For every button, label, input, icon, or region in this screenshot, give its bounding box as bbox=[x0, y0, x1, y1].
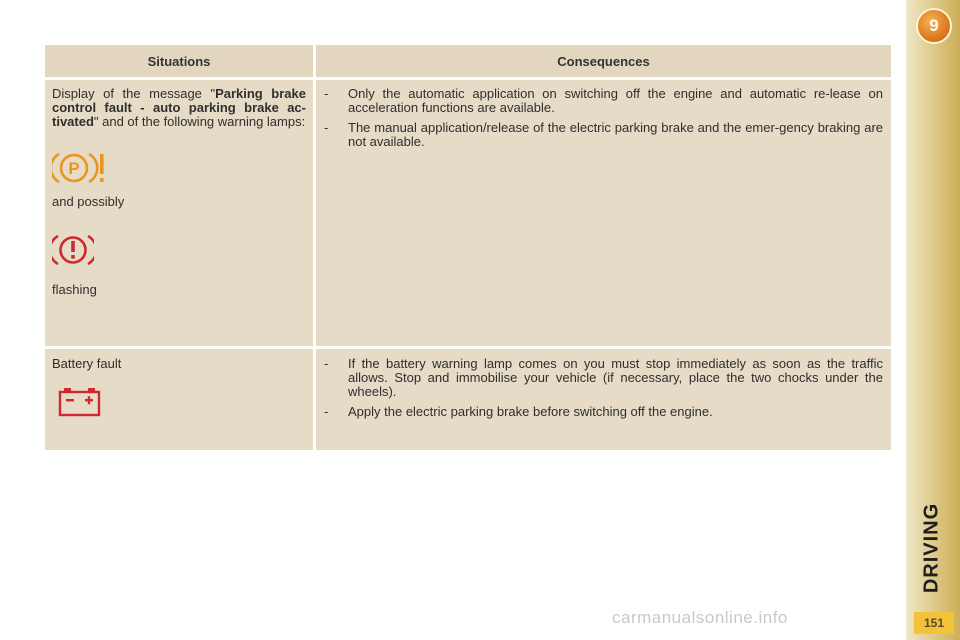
header-consequences: Consequences bbox=[557, 53, 650, 69]
message-bold: Parking brake control fault - auto parking brake ac-tivated bbox=[52, 86, 306, 129]
table-header-row bbox=[45, 45, 891, 80]
page-number: 151 bbox=[914, 612, 954, 634]
situation-battery: Battery fault bbox=[52, 356, 122, 371]
warning-table bbox=[45, 45, 891, 450]
consequence-cell bbox=[316, 349, 891, 450]
parking-brake-fault-icon bbox=[52, 151, 306, 191]
flashing-label: flashing bbox=[52, 282, 97, 297]
chapter-tab bbox=[906, 0, 960, 640]
header-situations: Situations bbox=[45, 45, 316, 77]
consequence-text: Apply the electric parking brake before switching off the engine. bbox=[348, 404, 713, 419]
chapter-label: DRIVING bbox=[920, 502, 943, 594]
situation-message bbox=[52, 87, 306, 129]
consequence-text: The manual application/release of the electric parking brake and the emer-gency braking are not available. bbox=[348, 120, 883, 149]
chapter-number-badge: 9 bbox=[916, 8, 952, 44]
watermark: carmanualsonline.info bbox=[612, 608, 788, 627]
bullet-dash: - bbox=[324, 404, 329, 419]
bullet-dash: - bbox=[324, 120, 329, 135]
chapter-label-wrap bbox=[906, 0, 960, 640]
battery-icon bbox=[58, 387, 306, 422]
consequence-cell bbox=[316, 80, 891, 346]
situation-cell bbox=[45, 80, 316, 346]
table-row bbox=[45, 349, 891, 450]
message-suffix: " and of the following warning lamps: bbox=[93, 114, 306, 129]
consequence-text: If the battery warning lamp comes on you must stop immediately as soon as the traffic allows. Stop and immobilise your vehicle (if necessary, place the two chocks under the wheels). bbox=[348, 356, 883, 399]
svg-text:P: P bbox=[68, 159, 80, 178]
consequence-item bbox=[324, 87, 883, 115]
consequence-text: Only the automatic application on switching off the engine and automatic re-lease on acceleration functions are available. bbox=[348, 86, 883, 115]
message-prefix: Display of the message " bbox=[52, 86, 216, 101]
and-possibly-label: and possibly bbox=[52, 194, 125, 209]
consequence-item bbox=[324, 121, 883, 149]
bullet-dash: - bbox=[324, 86, 329, 101]
brake-warning-icon bbox=[52, 233, 306, 273]
consequence-item bbox=[324, 405, 883, 419]
table-row bbox=[45, 80, 891, 349]
consequence-item bbox=[324, 357, 883, 399]
situation-cell bbox=[45, 349, 316, 450]
bullet-dash: - bbox=[324, 356, 329, 371]
